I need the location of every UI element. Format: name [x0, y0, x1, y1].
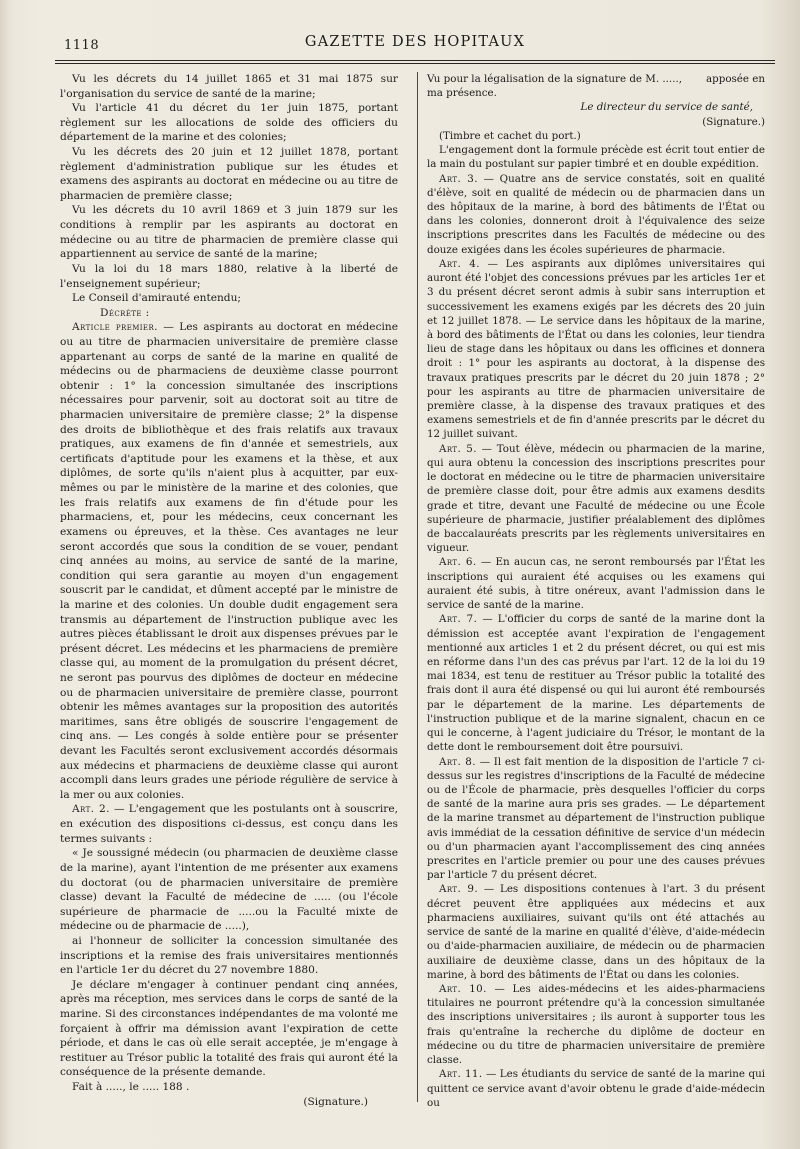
- paragraph: Vu les décrets du 10 avril 1869 et 3 juin 1879 sur les conditions à remplir par les aspirants au doctorat en médecine ou au titre de pharmacien de première classe qui appartiennent au service de santé de la marine;: [60, 204, 398, 261]
- article-heading: Art. 10.: [439, 983, 487, 995]
- paragraph: « Je soussigné médecin (ou pharmacien de deuxième classe de la marine), ayant l'intention de me présenter aux examens du doctorat (ou de pharmacien universitaire de première classe) devant la Faculté de médecine de ..... (ou l'école supérieure de pharmacie de .....ou la Faculté mixte de médecine ou de pharmacie de .....),: [60, 847, 398, 933]
- article-heading: Art. 3.: [439, 172, 478, 185]
- signature-line: (Signature.): [303, 1095, 368, 1108]
- article-heading: Art. 5.: [439, 442, 477, 455]
- article-heading: Art. 6.: [439, 556, 477, 569]
- article-paragraph: [60, 320, 398, 802]
- article-paragraph: [427, 172, 765, 257]
- article-paragraph: [427, 612, 765, 754]
- article-heading: Art. 9.: [439, 883, 478, 896]
- article-heading: Art. 2.: [72, 803, 110, 816]
- paragraph: ma présence.: [427, 87, 497, 100]
- page-number: 1118: [64, 38, 100, 53]
- paragraph: (Timbre et cachet du port.): [439, 129, 581, 142]
- column-divider: [417, 72, 418, 1102]
- article-text: — En aucun cas, ne seront remboursés par l'État les inscriptions qui auraient été acquises ou les examens qui auraient été subis, à titre onéreux, avant l'admission dans le service de santé de la marine.: [427, 556, 765, 612]
- legalisation-line: [427, 72, 765, 86]
- article-text: — Les dispositions contenues à l'art. 3 du présent décret peuvent être appliquées aux médecins et aux pharmaciens auxiliaires, suivant qu'ils ont été attachés au service de santé de la marine en qualité d'élève, d'aide-médecin ou d'aide-pharmacien auxiliaire, de médecin ou de pharmacien auxiliaire de deuxième classe, dans un des hôpitaux de la marine, à bord des bâtiments de l'État ou dans les colonies.: [427, 883, 765, 981]
- article-paragraph: [427, 1067, 765, 1110]
- article-text: — Tout élève, médecin ou pharmacien de la marine, qui aura obtenu la concession des inscriptions prescrites pour le doctorat en médecine ou le titre de pharmacien universitaire de première classe doit, pour être admis aux examens desdits grade et titre, devant une Faculté de médecine ou une École supérieure de pharmacie, justifier préalablement des diplômes de baccalauréats prescrits par les règlements universitaires en vigueur.: [427, 442, 765, 555]
- legalisation-text-end: apposée en: [706, 73, 765, 85]
- article-paragraph: [427, 555, 765, 612]
- paragraph: Vu les décrets des 20 juin et 12 juillet 1878, portant règlement d'administration publique sur les études et examens des aspirants au doctorat en médecine ou au titre de pharmacien de première classe;: [60, 146, 398, 202]
- director-title: Le directeur du service de santé,: [580, 101, 753, 114]
- page-header: [55, 30, 775, 58]
- paragraph: Vu les décrets du 14 juillet 1865 et 31 mai 1875 sur l'organisation du service de santé de la marine;: [60, 73, 398, 100]
- article-heading: Article premier.: [72, 321, 158, 334]
- header-rule-double: [55, 63, 775, 64]
- article-text: — Les aspirants au doctorat en médecine ou au titre de pharmacien universitaire de première classe appartenant au corps de santé de la marine en qualité de médecins ou de pharmaciens de deuxième classe pourront obtenir : 1° la concession simultanée des inscriptions nécessaires pour parvenir, soit au doctorat soit au titre de pharmacien universitaire de première classe; 2° la dispense des droits de bibliothèque et des frais relatifs aux travaux pratiques, aux examens de fin d'année et semestriels, aux certificats d'aptitude pour les examens et la thèse, et aux diplômes, de sorte qu'ils n'aient plus à acquitter, par eux-mêmes ou par le ministère de la marine et des colonies, que les frais relatifs aux examens de fin d'étude pour les pharmaciens, et, pour les médecins, ceux concernant les examens ou épreuves, et la thèse. Ces avantages ne leur seront accordés que sous la condition de se vouer, pendant cinq années au moins, au service de santé de la marine, condition qui sera garantie au moyen d'un engagement souscrit par le candidat, et dûment accepté par le ministre de la marine et des colonies. Un double dudit engagement sera transmis au département de l'instruction publique avec les autres pièces établissant le droit aux dispenses prévues par le présent décret. Les médecins et les pharmaciens de première classe qui, au moment de la promulgation du présent décret, ne seront pas pourvus des diplômes de docteur en médecine ou de pharmacien universitaire de première classe, pourront obtenir les mêmes avantages sur la proposition des autorités maritimes, sans être obligés de souscrire l'engagement de cinq ans. — Les congés à solde entière pour se présenter devant les Facultés seront exclusivement accordés désormais aux médecins et pharmaciens de deuxième classe qui auront accompli dans leurs grades une période régulière de service à la mer ou aux colonies.: [60, 321, 398, 801]
- article-heading: Art. 11.: [439, 1068, 483, 1081]
- article-heading: Art. 7.: [439, 613, 478, 626]
- paragraph: ai l'honneur de solliciter la concession simultanée des inscriptions et la remise des frais universitaires mentionnés en l'article 1er du décret du 27 novembre 1880.: [60, 934, 398, 977]
- article-text: — Quatre ans de service constatés, soit en qualité d'élève, soit en qualité de médecin ou de pharmacien dans un des hôpitaux de la marine, à bord des bâtiments de l'État ou dans les colonies, donneront droit à l'équivalence des seize inscriptions prescrites dans les Facultés de médecine ou des douze exigées dans les écoles supérieures de pharmacie.: [427, 172, 765, 256]
- article-text: — Il est fait mention de la disposition de l'article 7 ci-dessus sur les registres d'inscriptions de la Faculté de médecine ou de l'École de pharmacie, près desquelles l'officier du corps de santé de la marine aura pris ses grades. — Le département de la marine transmet au département de l'instruction publique avis immédiat de la cessation définitive de service d'un médecin ou d'un pharmacien ayant l'accomplissement des cinq années prescrites en l'article premier ou pour une des causes prévues par l'article 7 du présent décret.: [427, 755, 765, 882]
- article-text: — L'engagement que les postulants ont à souscrire, en exécution des dispositions ci-dessus, est conçu dans les termes suivants :: [60, 803, 398, 845]
- article-heading: Art. 4.: [439, 257, 480, 270]
- article-paragraph: [427, 442, 765, 556]
- signature-line: (Signature.): [702, 115, 765, 128]
- article-text: — Les aides-médecins et les aides-pharmaciens titulaires ne pourront prétendre qu'à la concession simultanée des inscriptions universitaires ; ils auront à supporter tous les frais qu'entraîne la recherche du diplôme de docteur en médecine ou du titre de pharmacien universitaire de première classe.: [427, 983, 766, 1067]
- article-paragraph: [427, 755, 765, 883]
- paragraph: Vu la loi du 18 mars 1880, relative à la liberté de l'enseignement supérieur;: [60, 262, 398, 290]
- article-paragraph: [427, 257, 765, 442]
- right-column: [427, 72, 765, 1110]
- paragraph: Je déclare m'engager à continuer pendant cinq années, après ma réception, mes services dans le corps de santé de la marine. Si des circonstances indépendantes de ma volonté me forçaient à offrir ma démission avant l'expiration de cette période, et dans le cas où elle serait acceptée, je m'engage à restituer au Trésor public la totalité des frais qui auront été la conséquence de la présente demande.: [60, 978, 398, 1079]
- publication-title: GAZETTE DES HOPITAUX: [304, 34, 526, 50]
- article-text: — L'officier du corps de santé de la marine dont la démission est acceptée avant l'expiration de l'engagement mentionné aux articles 1 et 2 du présent décret, ou qui est mis en réforme dans l'un des cas prévus par l'art. 12 de la loi du 19 mai 1834, est tenu de restituer au Trésor public la totalité des frais dont il aura été dispensé ou qui lui auront été remboursés par le département de la marine. Les départements de l'instruction publique et de la marine signalent, chacun en ce qui le concerne, à l'agent judiciaire du Trésor, le montant de la dette dont le remboursement doit être poursuivi.: [427, 613, 765, 754]
- article-paragraph: [60, 802, 398, 846]
- header-rule: [55, 60, 775, 61]
- article-paragraph: [427, 982, 765, 1067]
- paragraph: L'engagement dont la formule précède est écrit tout entier de la main du postulant sur papier timbré et en double expédition.: [427, 144, 765, 171]
- paragraph: Fait à ....., le ..... 188 .: [72, 1081, 190, 1094]
- article-text: — Les étudiants du service de santé de la marine qui quittent ce service avant d'avoir obtenu le grade d'aide-médecin ou: [427, 1068, 765, 1109]
- article-heading: Art. 8.: [439, 755, 476, 768]
- left-column: [60, 72, 398, 1109]
- decree-heading: Décrète :: [100, 306, 150, 319]
- paragraph: Le Conseil d'amirauté entendu;: [72, 292, 241, 305]
- article-paragraph: [427, 882, 765, 982]
- article-text: — Les aspirants aux diplômes universitaires qui auront été l'objet des concessions prévues par les articles 1er et 3 du présent décret seront admis à subir sans interruption et successivement les examens exigés par les décrets des 20 juin et 12 juillet 1878. — Le service dans les hôpitaux de la marine, à bord des bâtiments de l'État ou dans les colonies, leur tiendra lieu de stage dans les hôpitaux ou dans les officines et donnera droit : 1° pour les aspirants au doctorat, à la dispense des travaux pratiques prescrits par le décret du 20 juin 1878 ; 2° pour les aspirants au titre de pharmacien universitaire de première classe, à la dispense des travaux pratiques et des examens semestriels et de fin d'année prescrits par le décret du 12 juillet suivant.: [427, 257, 765, 441]
- paragraph: Vu l'article 41 du décret du 1er juin 1875, portant règlement sur les allocations de solde des officiers du département de la marine et des colonies;: [60, 102, 398, 144]
- legalisation-text: Vu pour la légalisation de la signature de M. .....,: [427, 73, 683, 85]
